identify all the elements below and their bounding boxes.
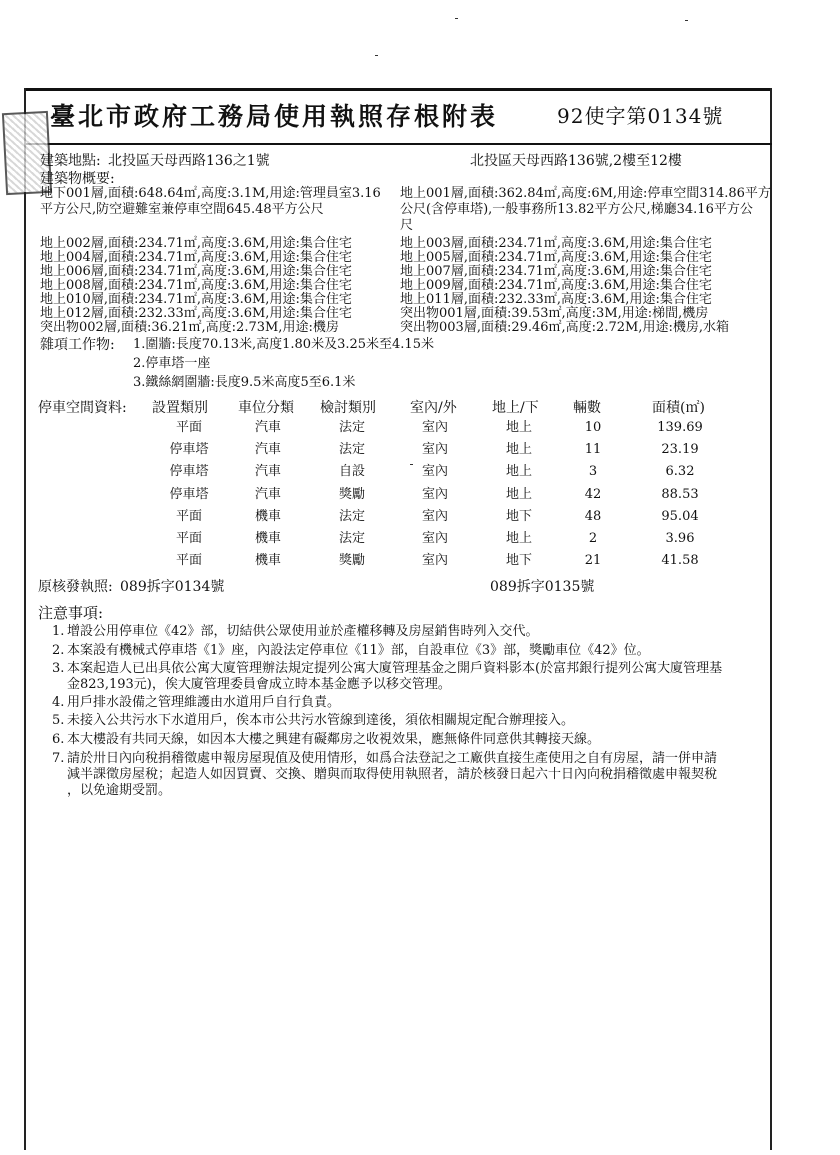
note-line: 未接入公共污水下水道用戶，俟本市公共污水管線到達後，須依相關規定配合辦理接入。 bbox=[67, 713, 575, 728]
parking-cell: 6.32 bbox=[665, 464, 695, 479]
overview-right-line: 地上001層,面積:362.84㎡,高度:6M,用途:停車空間314.86平方 bbox=[400, 186, 771, 201]
parking-header-cell: 地上/下 bbox=[492, 400, 539, 416]
note-line: 本案起造人已出具依公寓大廈管理辦法規定提列公寓大廈管理基金之開戶資料影本(於富邦銀行提列公寓大廈管理基 bbox=[67, 661, 723, 676]
parking-cell: 停車塔 bbox=[169, 487, 209, 502]
parking-cell: 3.96 bbox=[665, 531, 695, 546]
parking-header-cell: 輛數 bbox=[573, 400, 601, 416]
parking-cell: 室內 bbox=[421, 464, 449, 479]
parking-cell: 平面 bbox=[175, 553, 203, 568]
note-line: 本案設有機械式停車塔《1》座，內設法定停車位《11》部，自設車位《3》部，獎勵車位《42》位。 bbox=[67, 643, 650, 658]
parking-cell: 獎勵 bbox=[338, 487, 366, 502]
original-permit-value-2: 089拆字0135號 bbox=[490, 579, 595, 595]
overview-left-line: 地下001層,面積:648.64㎡,高度:3.1M,用途:管理員室3.16 bbox=[40, 186, 381, 201]
scan-speck bbox=[375, 55, 378, 56]
parking-header-cell: 檢討類別 bbox=[320, 400, 376, 416]
note-line: 增設公用停車位《42》部，切結供公眾使用並於產權移轉及房屋銷售時列入交代。 bbox=[67, 624, 539, 639]
overview-right-line: 突出物001層,面積:39.53㎡,高度:3M,用途:梯間,機房 bbox=[400, 306, 709, 321]
note-line: 本大樓設有共同天線，如因本大樓之興建有礙鄰房之收視效果，應無條件同意供其轉接天線。 bbox=[67, 732, 601, 747]
parking-cell: 42 bbox=[584, 487, 602, 502]
parking-cell: 室內 bbox=[421, 531, 449, 546]
parking-cell: 汽車 bbox=[254, 420, 282, 435]
title-underline bbox=[24, 143, 772, 145]
parking-cell: 法定 bbox=[338, 420, 366, 435]
parking-cell: 48 bbox=[584, 509, 602, 524]
parking-cell: 139.69 bbox=[657, 420, 703, 435]
parking-cell: 41.58 bbox=[661, 553, 699, 568]
parking-header-cell: 設置類別 bbox=[152, 400, 208, 416]
overview-left-line: 平方公尺,防空避難室兼停車空間645.48平方公尺 bbox=[40, 202, 324, 217]
frame-top-border bbox=[24, 88, 772, 91]
parking-header-cell: 車位分類 bbox=[238, 400, 294, 416]
parking-cell: 地上 bbox=[505, 420, 533, 435]
parking-cell: 95.04 bbox=[661, 509, 699, 524]
parking-label: 停車空間資料: bbox=[38, 400, 127, 416]
misc-works-item: 2.停車塔一座 bbox=[133, 356, 211, 371]
parking-cell: 機車 bbox=[254, 553, 282, 568]
original-permit-label: 原核發執照: bbox=[38, 579, 113, 595]
note-number: 5. bbox=[52, 713, 65, 728]
overview-right-line: 尺 bbox=[400, 218, 414, 233]
note-number: 4. bbox=[52, 695, 65, 710]
note-number: 3. bbox=[52, 661, 65, 676]
scan-speck bbox=[455, 18, 458, 19]
parking-cell: 地下 bbox=[505, 553, 533, 568]
scan-speck bbox=[410, 464, 413, 465]
address-value-2: 北投區天母西路136號,2樓至12樓 bbox=[470, 153, 682, 169]
parking-cell: 機車 bbox=[254, 531, 282, 546]
parking-cell: 停車塔 bbox=[169, 464, 209, 479]
overview-right-line: 公尺(含停車塔),一般事務所13.82平方公尺,梯廳34.16平方公 bbox=[400, 202, 753, 217]
parking-cell: 地上 bbox=[505, 531, 533, 546]
overview-right-line: 地上009層,面積:234.71㎡,高度:3.6M,用途:集合住宅 bbox=[400, 278, 712, 293]
parking-cell: 21 bbox=[584, 553, 602, 568]
parking-cell: 機車 bbox=[254, 509, 282, 524]
overview-label: 建築物概要: bbox=[40, 171, 115, 187]
misc-works-item: 1.圍牆:長度70.13米,高度1.80米及3.25米至4.15米 bbox=[133, 337, 434, 352]
notes-label: 注意事項: bbox=[38, 604, 104, 622]
address-label: 建築地點: bbox=[40, 153, 101, 169]
note-number: 7. bbox=[52, 751, 65, 766]
parking-cell: 平面 bbox=[175, 531, 203, 546]
document-title: 臺北市政府工務局使用執照存根附表 bbox=[50, 102, 499, 131]
overview-left-line: 突出物002層,面積:36.21㎡,高度:2.73M,用途:機房 bbox=[40, 320, 339, 335]
overview-left-line: 地上002層,面積:234.71㎡,高度:3.6M,用途:集合住宅 bbox=[40, 236, 352, 251]
misc-works-item: 3.鐵絲網圍牆:長度9.5米高度5至6.1米 bbox=[133, 375, 356, 390]
parking-cell: 汽車 bbox=[254, 464, 282, 479]
overview-right-line: 地上003層,面積:234.71㎡,高度:3.6M,用途:集合住宅 bbox=[400, 236, 712, 251]
original-permit-value-1: 089拆字0134號 bbox=[120, 579, 225, 595]
overview-right-line: 地上007層,面積:234.71㎡,高度:3.6M,用途:集合住宅 bbox=[400, 264, 712, 279]
parking-cell: 11 bbox=[584, 442, 602, 457]
note-number: 2. bbox=[52, 643, 65, 658]
parking-cell: 法定 bbox=[338, 442, 366, 457]
note-number: 1. bbox=[52, 624, 65, 639]
parking-cell: 停車塔 bbox=[169, 442, 209, 457]
frame-left-border bbox=[24, 88, 26, 1150]
parking-cell: 地上 bbox=[505, 487, 533, 502]
parking-cell: 室內 bbox=[421, 487, 449, 502]
parking-cell: 獎勵 bbox=[338, 553, 366, 568]
frame-right-border bbox=[770, 88, 772, 1150]
parking-cell: 地下 bbox=[505, 509, 533, 524]
parking-cell: 地上 bbox=[505, 442, 533, 457]
overview-left-line: 地上012層,面積:232.33㎡,高度:3.6M,用途:集合住宅 bbox=[40, 306, 352, 321]
note-line: 用戶排水設備之管理維護由水道用戶自行負責。 bbox=[67, 695, 341, 710]
parking-cell: 室內 bbox=[421, 442, 449, 457]
scan-speck bbox=[685, 20, 688, 21]
parking-cell: 汽車 bbox=[254, 442, 282, 457]
address-value-1: 北投區天母西路136之1號 bbox=[108, 153, 270, 169]
overview-left-line: 地上008層,面積:234.71㎡,高度:3.6M,用途:集合住宅 bbox=[40, 278, 352, 293]
parking-cell: 平面 bbox=[175, 509, 203, 524]
overview-left-line: 地上004層,面積:234.71㎡,高度:3.6M,用途:集合住宅 bbox=[40, 250, 352, 265]
parking-cell: 室內 bbox=[421, 553, 449, 568]
parking-cell: 平面 bbox=[175, 420, 203, 435]
note-line: 請於卅日內向稅捐稽徵處申報房屋現值及使用情形，如爲合法登記之工廠供直接生產使用之自有房屋，請一併申請 bbox=[67, 751, 718, 766]
note-number: 6. bbox=[52, 732, 65, 747]
parking-header-cell: 面積(㎡) bbox=[652, 400, 705, 416]
parking-cell: 汽車 bbox=[254, 487, 282, 502]
parking-cell: 地上 bbox=[505, 464, 533, 479]
parking-cell: 23.19 bbox=[661, 442, 699, 457]
overview-right-line: 地上005層,面積:234.71㎡,高度:3.6M,用途:集合住宅 bbox=[400, 250, 712, 265]
overview-right-line: 突出物003層,面積:29.46㎡,高度:2.72M,用途:機房,水箱 bbox=[400, 320, 729, 335]
parking-cell: 88.53 bbox=[661, 487, 699, 502]
misc-works-label: 雜項工作物: bbox=[40, 337, 115, 353]
overview-right-line: 地上011層,面積:232.33㎡,高度:3.6M,用途:集合住宅 bbox=[400, 292, 712, 307]
parking-cell: 2 bbox=[588, 531, 598, 546]
permit-number: 92使字第0134號 bbox=[557, 104, 724, 128]
overview-left-line: 地上010層,面積:234.71㎡,高度:3.6M,用途:集合住宅 bbox=[40, 292, 352, 307]
note-line: 金823,193元)，俟大廈管理委員會成立時本基金應予以移交管理。 bbox=[67, 677, 451, 692]
parking-cell: 室內 bbox=[421, 420, 449, 435]
parking-cell: 自設 bbox=[338, 464, 366, 479]
parking-cell: 法定 bbox=[338, 509, 366, 524]
parking-cell: 3 bbox=[588, 464, 598, 479]
parking-header-cell: 室內/外 bbox=[410, 400, 457, 416]
parking-cell: 室內 bbox=[421, 509, 449, 524]
note-line: 減半課徵房屋稅；起造人如因買賣、交換、贈與而取得使用執照者，請於核發日起六十日內向稅捐稽徵處申報契稅 bbox=[67, 767, 718, 782]
overview-left-line: 地上006層,面積:234.71㎡,高度:3.6M,用途:集合住宅 bbox=[40, 264, 352, 279]
note-line: ，以免逾期受罰。 bbox=[67, 783, 172, 798]
parking-cell: 法定 bbox=[338, 531, 366, 546]
parking-cell: 10 bbox=[584, 420, 602, 435]
